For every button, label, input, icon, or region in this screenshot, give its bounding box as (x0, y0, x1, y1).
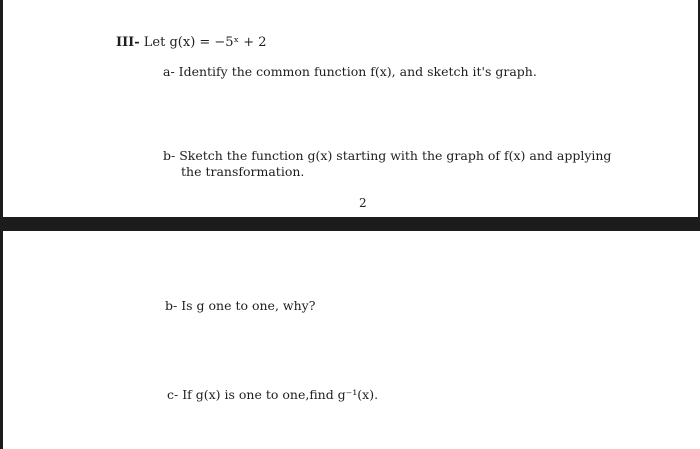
question-b-sketch-line-2: the transformation. (181, 164, 305, 179)
part-number: III- (116, 35, 140, 50)
question-b-sketch-line-1: b- Sketch the function g(x) starting with the graph of f(x) and applying (163, 148, 612, 163)
document-page-1 (0, 0, 700, 217)
question-a: a- Identify the common function f(x), and sketch it's graph. (163, 64, 537, 79)
document-page-2 (0, 231, 700, 449)
question-c-inverse: c- If g(x) is one to one,find g⁻¹(x). (167, 387, 379, 402)
question-b-one-to-one: b- Is g one to one, why? (165, 298, 316, 313)
part-statement: Let g(x) = −5ˣ + 2 (143, 35, 267, 50)
page-separator (0, 217, 700, 231)
page-number: 2 (359, 196, 367, 210)
part-heading (116, 35, 267, 50)
